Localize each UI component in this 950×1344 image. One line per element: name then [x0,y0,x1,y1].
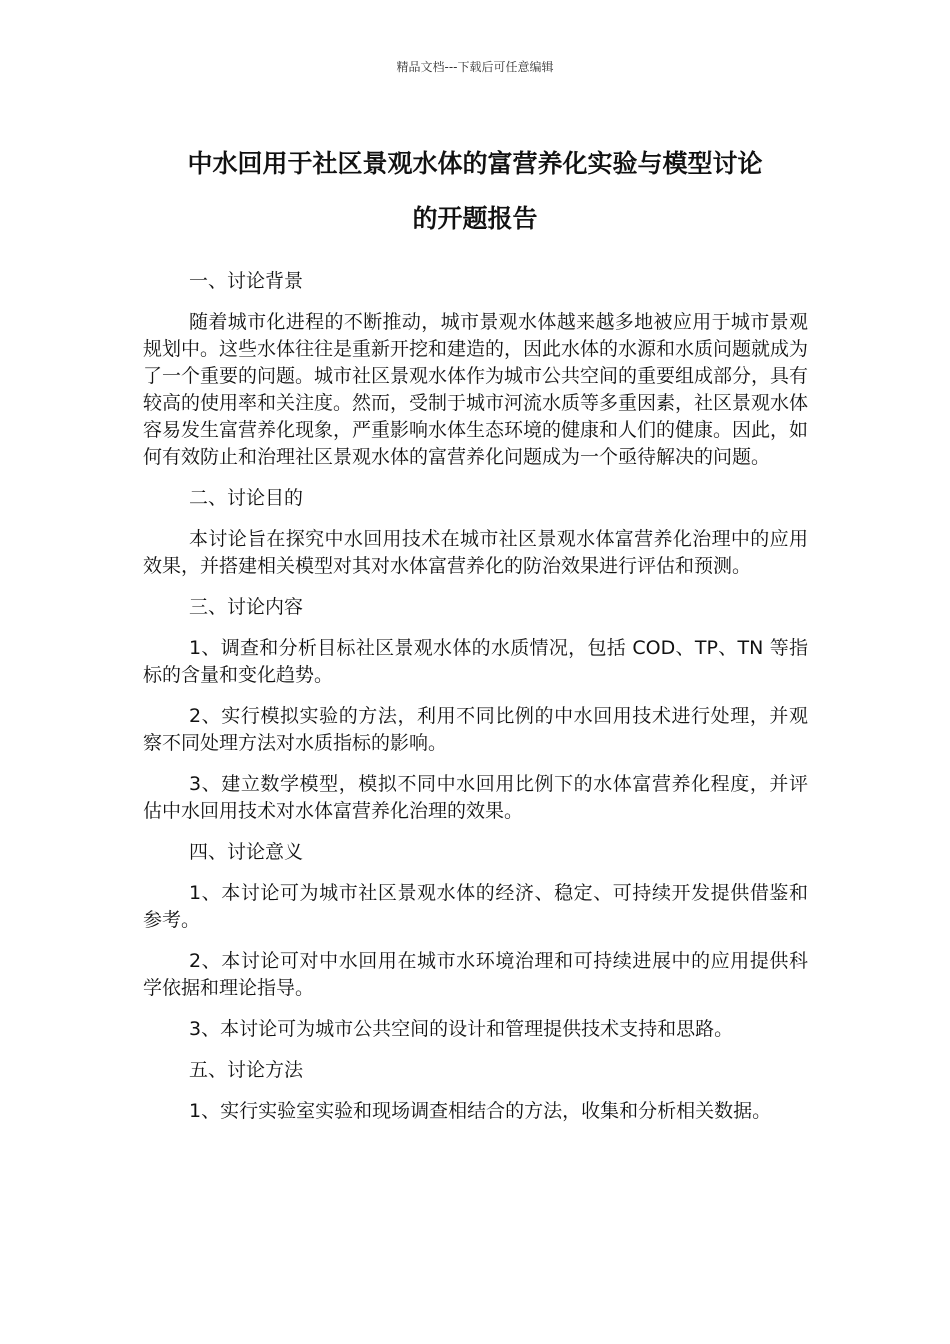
document-title [100,136,850,246]
paragraph-background: 随着城市化进程的不断推动，城市景观水体越来越多地被应用于城市景观规划中。这些水体往往是重新开挖和建造的，因此水体的水源和水质问题就成为了一个重要的问题。城市社区景观水体作为城市公共空间的重要组成部分，具有较高的使用率和关注度。然而，受制于城市河流水质等多重因素，社区景观水体容易发生富营养化现象，严重影响水体生态环境的健康和人们的健康。因此，如何有效防止和治理社区景观水体的富营养化问题成为一个亟待解决的问题。 [143,311,809,468]
paragraph-content-3: 3、建立数学模型，模拟不同中水回用比例下的水体富营养化程度，并评估中水回用技术对水体富营养化治理的效果。 [143,773,808,822]
paragraph-significance-3: 3、本讨论可为城市公共空间的设计和管理提供技术支持和思路。 [189,1018,734,1040]
document-body [143,268,808,1139]
paragraph-purpose: 本讨论旨在探究中水回用技术在城市社区景观水体富营养化治理中的应用效果，并搭建相关模型对其对水体富营养化的防治效果进行评估和预测。 [143,528,808,577]
paragraph-method-1: 1、实行实验室实验和现场调查相结合的方法，收集和分析相关数据。 [189,1100,772,1122]
paragraph-content-2: 2、实行模拟实验的方法，利用不同比例的中水回用技术进行处理，并观察不同处理方法对水质指标的影响。 [143,705,808,754]
section-heading-method: 五、讨论方法 [189,1059,304,1081]
section-heading-purpose: 二、讨论目的 [189,487,304,509]
section-heading-background: 一、讨论背景 [189,270,304,292]
title-line-1: 中水回用于社区景观水体的富营养化实验与模型讨论 [187,149,763,178]
paragraph-significance-2: 2、本讨论可对中水回用在城市水环境治理和可持续进展中的应用提供科学依据和理论指导。 [143,950,808,999]
paragraph-content-1: 1、调查和分析目标社区景观水体的水质情况，包括 COD、TP、TN 等指标的含量和变化趋势。 [143,637,808,686]
title-line-2: 的开题报告 [412,204,538,233]
section-heading-significance: 四、讨论意义 [189,841,304,863]
paragraph-significance-1: 1、本讨论可为城市社区景观水体的经济、稳定、可持续开发提供借鉴和参考。 [143,882,808,931]
section-heading-content: 三、讨论内容 [189,596,304,618]
page-header: 精品文档---下载后可任意编辑 [396,60,554,74]
